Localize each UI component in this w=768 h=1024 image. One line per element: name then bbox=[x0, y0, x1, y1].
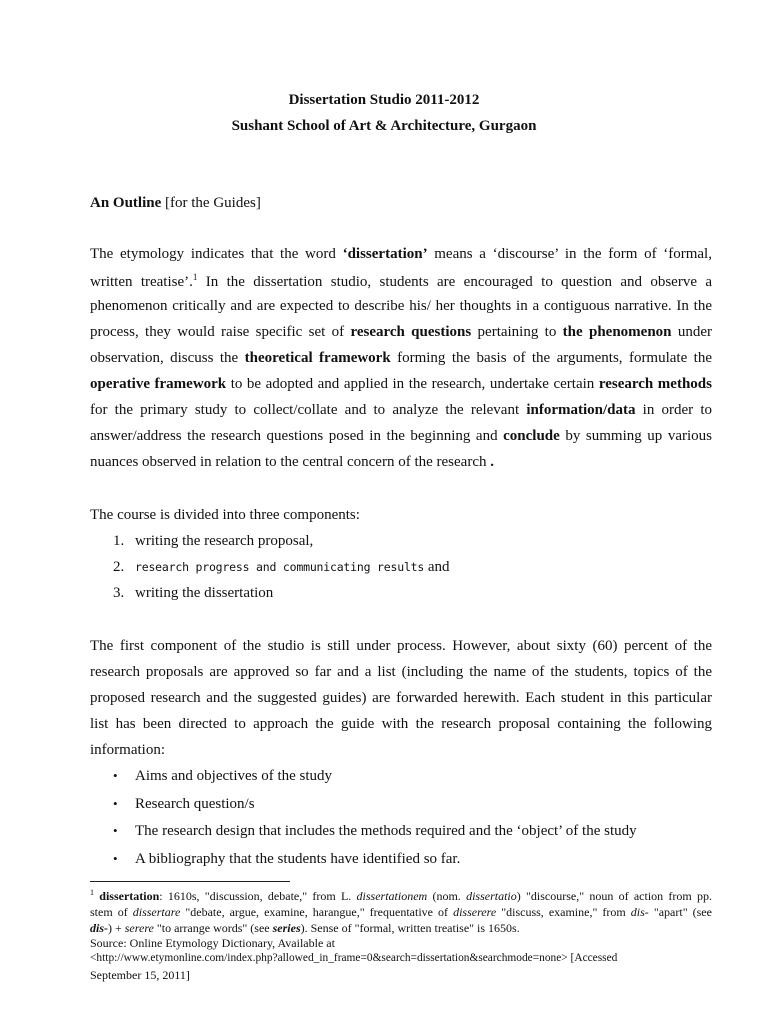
list-item-number: 1. bbox=[113, 533, 125, 549]
document-title: Dissertation Studio 2011-2012 bbox=[288, 92, 480, 108]
list-item: Research question/s bbox=[135, 796, 255, 812]
list-item-number: 3. bbox=[113, 585, 125, 601]
footnote-accessed: September 15, 2011] bbox=[90, 968, 190, 982]
paragraph-line: for the primary study to collect/collate and to analyze the relevant information/data in order to bbox=[90, 402, 713, 418]
institution-name: Sushant School of Art & Architecture, Gurgaon bbox=[231, 118, 537, 134]
paragraph-line: operative framework to be adopted and applied in the research, undertake certain research methods bbox=[90, 376, 712, 392]
bullet-icon: • bbox=[113, 823, 118, 838]
outline-heading-note: [for the Guides] bbox=[165, 195, 261, 211]
paragraph-line: observation, discuss the theoretical framework forming the basis of the arguments, formulate the bbox=[90, 350, 712, 366]
paragraph-line: nuances observed in relation to the central concern of the research . bbox=[90, 454, 494, 470]
paragraph-line: The etymology indicates that the word ‘dissertation’ means a ‘discourse’ in the form of ‘formal, bbox=[90, 246, 712, 262]
paragraph-line: answer/address the research questions posed in the beginning and conclude by summing up various bbox=[90, 428, 712, 444]
footnote-url: <http://www.etymonline.com/index.php?allowed_in_frame=0&search=dissertation&searchmode=none> [Accessed bbox=[90, 952, 618, 964]
list-item: The research design that includes the methods required and the ‘object’ of the study bbox=[135, 823, 637, 839]
footnote-line: dis-) + serere "to arrange words" (see series). Sense of "formal, written treatise" is 1650s. bbox=[90, 921, 520, 935]
paragraph-line: phenomenon critically and are expected to describe his/ her thoughts in a contiguous narrative. In the bbox=[90, 298, 712, 314]
paragraph-line: process, they would raise specific set of research questions pertaining to the phenomenon under bbox=[90, 324, 712, 340]
footnote-line: stem of dissertare "debate, argue, examine, harangue," frequentative of disserere "discuss, examine," from dis- "apart" (see bbox=[90, 905, 712, 919]
list-item: A bibliography that the students have identified so far. bbox=[135, 851, 461, 867]
bullet-icon: • bbox=[113, 768, 118, 783]
paragraph-line: The first component of the studio is still under process. However, about sixty (60) percent of the bbox=[90, 638, 712, 654]
list-item: Aims and objectives of the study bbox=[135, 768, 333, 784]
footnote-reference: 1 bbox=[192, 272, 198, 282]
paragraph-line: information: bbox=[90, 742, 165, 758]
paragraph-line: proposed research and the suggested guides) are forwarded herewith. Each student in this particular bbox=[90, 690, 712, 706]
footnote-divider bbox=[90, 881, 290, 882]
bullet-icon: • bbox=[113, 851, 118, 866]
footnote-source: Source: Online Etymology Dictionary, Available at bbox=[90, 936, 335, 950]
components-intro: The course is divided into three components: bbox=[90, 507, 360, 523]
footnote-mark: 1 bbox=[90, 888, 94, 897]
list-item: writing the research proposal, bbox=[135, 533, 314, 549]
outline-heading bbox=[90, 195, 261, 212]
outline-heading-label: An Outline bbox=[90, 195, 162, 211]
bullet-icon: • bbox=[113, 796, 118, 811]
paragraph-line: written treatise’.$^1$ In the dissertation studio, students are encouraged to question and observe a bbox=[90, 272, 712, 290]
list-item: research progress and communicating results and bbox=[135, 559, 450, 575]
list-item: writing the dissertation bbox=[135, 585, 274, 601]
footnote-line: $^1$ dissertation: 1610s, "discussion, debate," from L. dissertationem (nom. dissertatio) "discourse," noun of action from pp. bbox=[90, 888, 712, 903]
list-item-number: 2. bbox=[113, 559, 125, 575]
paragraph-line: research proposals are approved so far and a list (including the name of the students, topics of the bbox=[90, 664, 712, 680]
paragraph-line: list has been directed to approach the guide with the research proposal containing the following bbox=[90, 716, 712, 732]
